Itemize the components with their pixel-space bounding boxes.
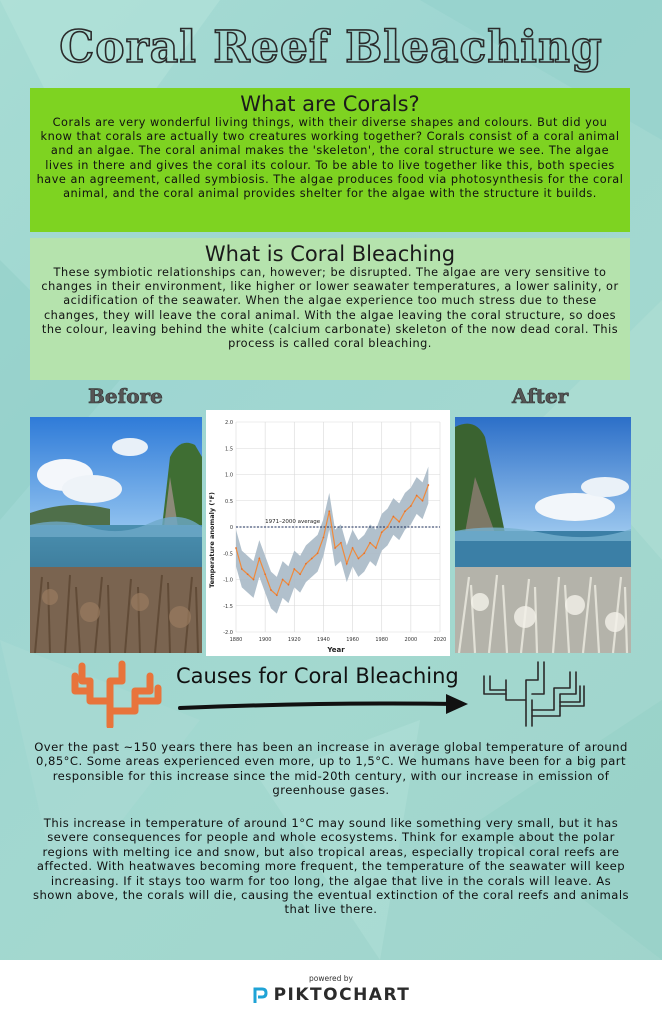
baseline-label: 1971–2000 average xyxy=(265,519,321,525)
before-photo xyxy=(30,417,202,653)
data-point xyxy=(334,547,336,549)
paragraph-text: This increase in temperature of around 1°C may sound like something very small, but it has severe consequences for people and whole ecosystems. Think for example about the polar regions with melting ice and snow, but also tropical areas, especially tropical coral reefs are affected. With heatwaves becoming more frequent, the temperature of the seawater will keep increasing. If it stays too warm for too long, the algae that live in the corals will leave. As shown above, the corals will die, causing the eventual extinction of the coral reefs and animals that live there. xyxy=(32,816,629,917)
piktochart-icon xyxy=(252,986,268,1004)
data-point xyxy=(392,516,394,518)
data-point xyxy=(375,547,377,549)
data-point xyxy=(340,542,342,544)
what-is-bleaching-section xyxy=(30,238,630,380)
brand-name: PIKTOCHART xyxy=(273,985,411,1005)
after-photo xyxy=(455,417,631,653)
y-tick-label: 1.0 xyxy=(225,472,233,479)
data-point xyxy=(369,542,371,544)
temperature-chart xyxy=(206,410,450,656)
x-tick-label: 1940 xyxy=(317,637,330,643)
section-heading: What is Coral Bleaching xyxy=(204,242,456,266)
after-label: After xyxy=(512,384,569,408)
y-tick-label: 1.5 xyxy=(225,446,233,453)
causes-paragraph-2 xyxy=(30,816,632,917)
section-body: These symbiotic relationships can, however; be disrupted. The algae are very sensitive to changes in their environment, like higher or lower seawater temperatures, a lower salinity, or acidification of the seawater. When the algae experience too much stress due to these changes, they will leave the coral animal. With the algae leaving the coral structure, so does the colour, leaving behind the white (calcium carbonate) skeleton of the now dead coral. This process is called coral bleaching. xyxy=(41,266,619,351)
data-point xyxy=(276,594,278,596)
data-point xyxy=(363,552,365,554)
data-point xyxy=(299,573,301,575)
data-point xyxy=(235,547,237,549)
data-point xyxy=(317,552,319,554)
y-tick-label: 0 xyxy=(229,525,233,531)
section-heading: What are Corals? xyxy=(240,92,420,116)
y-tick-label: -1.5 xyxy=(223,603,233,610)
data-point xyxy=(427,484,429,486)
data-point xyxy=(247,573,249,575)
y-tick-label: 0.5 xyxy=(225,498,233,505)
x-tick-label: 2000 xyxy=(404,637,418,643)
data-point xyxy=(323,537,325,539)
data-point xyxy=(387,526,389,528)
data-point xyxy=(398,521,400,523)
data-point xyxy=(352,547,354,549)
page-title: Coral Reef Bleaching xyxy=(59,22,603,73)
data-point xyxy=(253,579,255,581)
data-point xyxy=(346,563,348,565)
orange-coral-icon xyxy=(60,656,172,728)
powered-by-text: powered by xyxy=(309,974,353,983)
data-point xyxy=(404,510,406,512)
arrow-icon xyxy=(176,690,476,720)
data-point xyxy=(416,495,418,497)
x-tick-label: 1900 xyxy=(258,637,272,643)
data-point xyxy=(311,558,313,560)
x-tick-label: 1880 xyxy=(229,637,243,643)
y-tick-label: -2.0 xyxy=(223,630,233,636)
data-point xyxy=(422,500,424,502)
x-tick-label: 1920 xyxy=(287,637,301,643)
x-tick-label: 1980 xyxy=(375,637,389,643)
y-tick-label: 2.0 xyxy=(225,420,233,426)
y-axis-label: Temperature anomaly (°F) xyxy=(208,491,216,589)
causes-heading: Causes for Coral Bleaching xyxy=(176,664,459,688)
data-point xyxy=(328,510,330,512)
data-point xyxy=(288,584,290,586)
y-tick-label: -0.5 xyxy=(223,551,233,558)
paragraph-text: Over the past ~150 years there has been an increase in average global temperature of around 0,85°C. Some areas experienced even more, up to 1,5°C. We humans have been for a big part responsible for this increase since the mid-20th century, with our increase in emission of greenhouse gases. xyxy=(34,740,628,798)
causes-paragraph-1 xyxy=(30,740,632,798)
x-tick-label: 2020 xyxy=(433,637,447,643)
data-point xyxy=(270,589,272,591)
footer xyxy=(0,960,662,1024)
what-are-corals-section xyxy=(30,88,630,232)
x-axis-label: Year xyxy=(327,646,345,654)
data-point xyxy=(293,568,295,570)
y-tick-label: -1.0 xyxy=(223,577,233,584)
x-tick-label: 1960 xyxy=(346,637,359,643)
data-point xyxy=(241,568,243,570)
data-point xyxy=(258,558,260,560)
data-point xyxy=(264,573,266,575)
data-point xyxy=(410,505,412,507)
data-point xyxy=(381,531,383,533)
before-label: Before xyxy=(88,384,163,408)
data-point xyxy=(282,579,284,581)
bleached-coral-icon xyxy=(478,654,590,728)
section-body: Corals are very wonderful living things, with their diverse shapes and colours. But did you know that corals are actually two creatures working together? Corals consist of a coral animal and an algae. The coral animal makes the 'skeleton', the coral structure we see. The algae lives in there and gives the coral its colour. To be able to live together like this, both species have an agreement, called symbiosis. The algae produces food via photosynthesis for the coral animal, and the coral animal provides shelter for the algae with the structure it builds. xyxy=(36,116,624,201)
piktochart-logo[interactable] xyxy=(0,985,662,1005)
data-point xyxy=(305,563,307,565)
data-point xyxy=(358,558,360,560)
